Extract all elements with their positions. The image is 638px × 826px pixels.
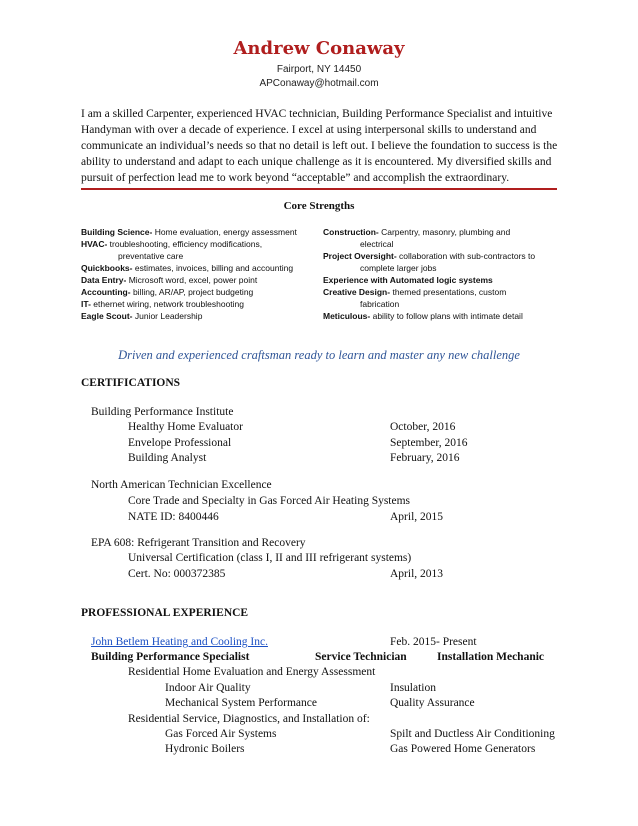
duty-item: Hydronic Boilers	[165, 743, 245, 755]
cert-desc: Universal Certification (class I, II and III refrigerant systems)	[128, 552, 412, 564]
duty-item: Insulation	[390, 682, 436, 694]
location-text: Fairport, NY 14450	[276, 64, 362, 75]
cert-date: October, 2016	[390, 421, 456, 433]
core-strengths-right	[323, 226, 535, 322]
duty-group-title: Residential Service, Diagnostics, and Installation of:	[128, 713, 370, 725]
cert-name: Building Analyst	[128, 452, 207, 464]
duty-item: Gas Powered Home Generators	[390, 743, 536, 755]
company-link[interactable]: John Betlem Heating and Cooling Inc.	[91, 636, 268, 648]
employment-dates: Feb. 2015- Present	[390, 636, 477, 648]
cert-name: Healthy Home Evaluator	[128, 421, 243, 433]
experience-heading: PROFESSIONAL EXPERIENCE	[81, 607, 249, 619]
duty-item: Indoor Air Quality	[165, 682, 251, 694]
cert-org: Building Performance Institute	[91, 406, 234, 418]
strength-item: IT- ethernet wiring, network troubleshooting	[81, 299, 245, 309]
cert-desc: Core Trade and Specialty in Gas Forced Air Heating Systems	[128, 495, 411, 507]
certifications-heading: CERTIFICATIONS	[81, 377, 181, 389]
core-strengths-title: Core Strengths	[283, 200, 355, 212]
cert-date: April, 2013	[390, 568, 444, 580]
cert-date: February, 2016	[390, 452, 460, 464]
strength-item: HVAC- troubleshooting, efficiency modifications, preventative care	[81, 239, 263, 261]
cert-id: NATE ID: 8400446	[128, 511, 219, 523]
candidate-name: Andrew Conaway	[233, 38, 405, 59]
strength-item: Experience with Automated logic systems	[323, 275, 493, 285]
core-strengths-left	[81, 226, 297, 322]
summary-paragraph: I am a skilled Carpenter, experienced HVAC technician, Building Performance Specialist and intuitive Handyman with over a decade of experience. I excel at using interpersonal skills to understand and communicate an individual’s needs so that no detail is left out. I believe the foundation to success is the ability to understand and adapt to each unique challenge as it is encountered. My diversified skills and pursuit of perfection lead me to work beyond “acceptable” and accomplish the extraordinary.	[81, 108, 558, 184]
strength-item: Construction- Carpentry, masonry, plumbing and electrical	[323, 227, 511, 249]
tagline: Driven and experienced craftsman ready to learn and master any new challenge	[118, 348, 520, 362]
duty-item: Gas Forced Air Systems	[165, 728, 277, 740]
cert-org: EPA 608: Refrigerant Transition and Recovery	[91, 537, 306, 549]
section-divider	[81, 188, 557, 190]
role-title: Building Performance Specialist	[91, 651, 250, 663]
duty-item: Quality Assurance	[390, 697, 475, 709]
cert-org: North American Technician Excellence	[91, 479, 272, 491]
duty-group-title: Residential Home Evaluation and Energy Assessment	[128, 666, 376, 678]
strength-item: Meticulous- ability to follow plans with intimate detail	[323, 311, 523, 321]
email-text: APConaway@hotmail.com	[259, 78, 379, 89]
strength-item: Accounting- billing, AR/AP, project budgeting	[81, 287, 254, 297]
strength-item: Creative Design- themed presentations, custom fabrication	[323, 287, 507, 309]
cert-name: Envelope Professional	[128, 437, 232, 449]
cert-date: April, 2015	[390, 511, 444, 523]
cert-date: September, 2016	[390, 437, 468, 449]
strength-item: Quickbooks- estimates, invoices, billing and accounting	[81, 263, 294, 273]
strength-item: Data Entry- Microsoft word, excel, power point	[81, 275, 258, 285]
strength-item: Project Oversight- collaboration with sub-contractors to complete larger jobs	[323, 251, 536, 273]
strength-item: Building Science- Home evaluation, energy assessment	[81, 227, 297, 237]
duty-item: Mechanical System Performance	[165, 697, 317, 709]
cert-id: Cert. No: 000372385	[128, 568, 226, 580]
strength-item: Eagle Scout- Junior Leadership	[81, 311, 203, 321]
role-title: Service Technician	[315, 651, 407, 663]
role-title: Installation Mechanic	[437, 651, 545, 663]
duty-item: Spilt and Ductless Air Conditioning	[390, 728, 555, 740]
